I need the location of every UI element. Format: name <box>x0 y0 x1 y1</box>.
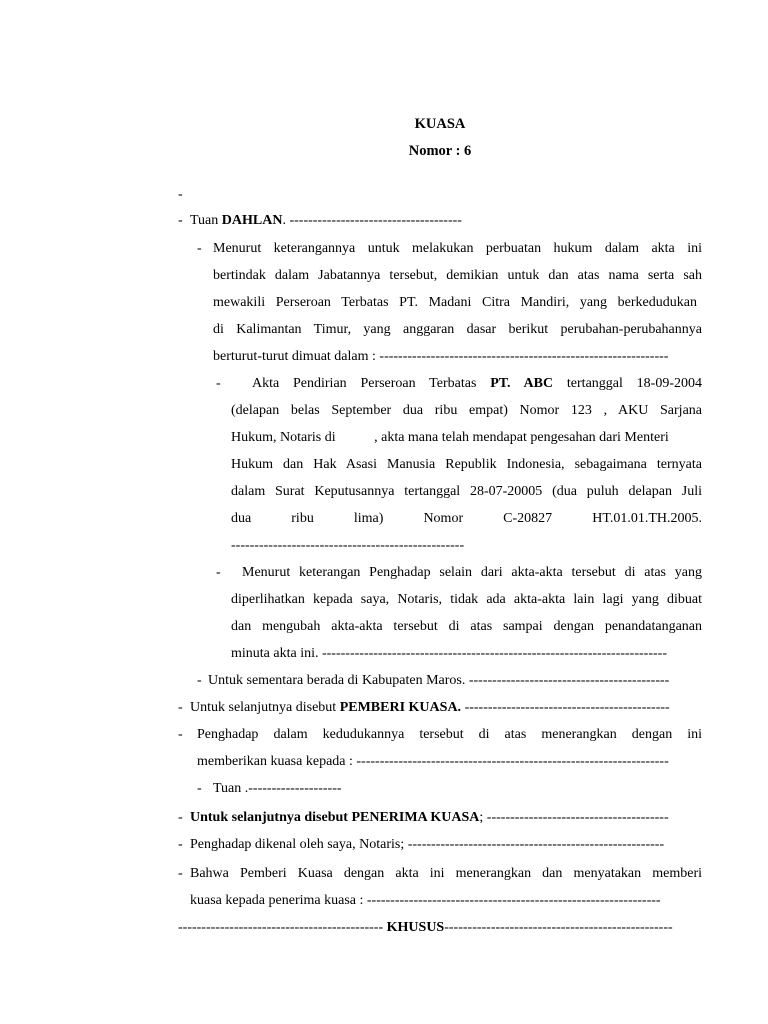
special-heading: KHUSUS <box>386 920 445 935</box>
document-number: Nomor : 6 <box>408 143 472 159</box>
deed-line: dua ribu lima) Nomor C-20827 HT.01.01.TH.2005. <box>231 511 702 526</box>
special-suffix: ------------------------------------------------- <box>444 920 673 935</box>
special-prefix: -------------------------------------------- <box>178 920 387 935</box>
deed-line: Menurut keterangan Penghadap selain dari akta-akta tersebut di atas yang <box>242 565 702 580</box>
bullet-dash: - <box>197 241 202 256</box>
bullet-dash: - <box>178 727 183 742</box>
deed-suffix: tertanggal 18-09-2004 <box>553 376 702 391</box>
grantor-title: PEMBERI KUASA. <box>339 700 462 715</box>
paragraph-line: di Kalimantan Timur, yang anggaran dasar berikut perubahan-perubahannya <box>213 322 702 337</box>
deed-line: Hukum dan Hak Asasi Manusia Republik Indonesia, sebagaimana ternyata <box>231 457 702 472</box>
identification-line: Penghadap dikenal oleh saya, Notaris; ------------------------------------------------------- <box>190 837 665 852</box>
paragraph-line: berturut-turut dimuat dalam : -------------------------------------------------------------- <box>213 349 669 364</box>
grantee-title: Untuk selanjutnya disebut PENERIMA KUASA <box>190 810 480 825</box>
deed-line: Hukum, Notaris di , akta mana telah mendapat pengesahan dari Menteri <box>231 430 669 445</box>
grantor-suffix: -------------------------------------------- <box>461 700 670 715</box>
special-heading-line <box>178 918 702 938</box>
deed-line: (delapan belas September dua ribu empat) Nomor 123 , AKU Sarjana <box>231 403 702 418</box>
declaration-line: kuasa kepada penerima kuasa : --------------------------------------------------------------- <box>190 893 661 908</box>
deed-line: dalam Surat Keputusannya tertanggal 28-07-20005 (dua puluh delapan Juli <box>231 484 702 499</box>
bullet-dash: - <box>216 376 221 391</box>
party-name: DAHLAN <box>221 213 283 228</box>
grantee-suffix: ; --------------------------------------- <box>479 810 669 825</box>
bullet-dash: - <box>178 213 183 228</box>
paragraph-line: mewakili Perseroan Terbatas PT. Madani Citra Mandiri, yang berkedudukan <box>213 295 697 310</box>
party-line <box>190 211 462 231</box>
grantee-line <box>190 808 702 828</box>
paragraph-line: bertindak dalam Jabatannya tersebut, demikian untuk dan atas nama serta sah <box>213 268 702 283</box>
deed-line: dan mengubah akta-akta tersebut di atas sampai dengan penandatanganan <box>231 619 702 634</box>
paragraph-line: Menurut keterangannya untuk melakukan perbuatan hukum dalam akta ini <box>213 241 702 256</box>
bullet-dash: - <box>216 565 221 580</box>
bullet-dash: - <box>178 837 183 852</box>
statement-line: Penghadap dalam kedudukannya tersebut di atas menerangkan dengan ini <box>197 727 702 742</box>
deed-line: minuta akta ini. -------------------------------------------------------------------------- <box>231 646 667 661</box>
grantor-line <box>190 698 702 718</box>
deed-company: PT. ABC <box>490 376 554 391</box>
grantor-prefix: Untuk selanjutnya disebut <box>190 700 340 715</box>
empty-dash-line: - <box>178 187 183 202</box>
deed-line: diperlihatkan kepada saya, Notaris, tidak ada akta-akta lain lagi yang dibuat <box>231 592 702 607</box>
bullet-dash: - <box>178 700 183 715</box>
bullet-dash: - <box>197 673 202 688</box>
deed-prefix: Akta Pendirian Perseroan Terbatas <box>252 376 491 391</box>
party-suffix: . ------------------------------------- <box>282 213 462 228</box>
domicile-line: Untuk sementara berada di Kabupaten Maros. ------------------------------------------- <box>208 673 670 688</box>
bullet-dash: - <box>178 866 183 881</box>
declaration-line: Bahwa Pemberi Kuasa dengan akta ini menerangkan dan menyatakan memberi <box>190 866 702 881</box>
statement-line: memberikan kuasa kepada : ------------------------------------------------------------------- <box>197 754 669 769</box>
deed-line <box>252 374 702 394</box>
document-title: KUASA <box>414 116 466 132</box>
grantee-name-line: Tuan .-------------------- <box>213 781 342 796</box>
party-prefix: Tuan <box>190 213 222 228</box>
bullet-dash: - <box>197 781 202 796</box>
bullet-dash: - <box>178 810 183 825</box>
deed-line: -------------------------------------------------- <box>231 538 465 553</box>
